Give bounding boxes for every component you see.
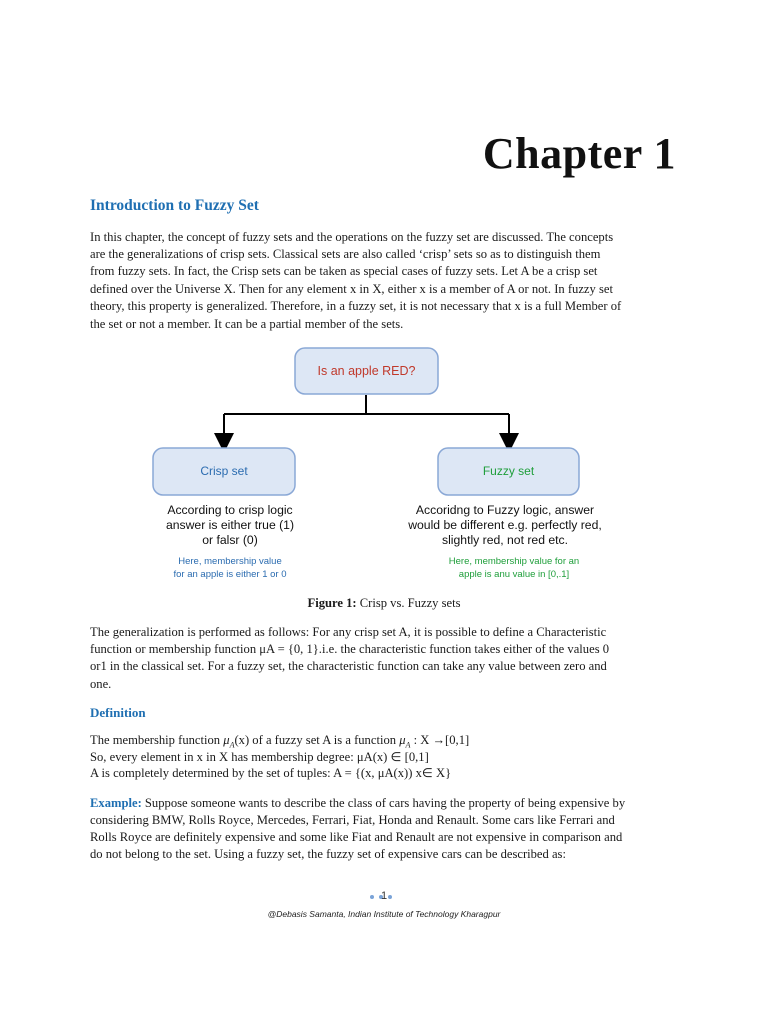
text-line: defined over the Universe X. Then for any element x in X, either x is a member of A or not. In fuzzy set — [90, 282, 613, 296]
text-line: In this chapter, the concept of fuzzy sets and the operations on the fuzzy set are discussed. The concepts — [90, 230, 614, 244]
fuzzy-description-line: would be different e.g. perfectly red, — [408, 518, 602, 532]
definition-line-1: The membership function $\mu_A(x)$ of a fuzzy set A is a function $\mu_A$ : X →[0,1] — [90, 733, 470, 750]
footer-credit: @Debasis Samanta, Indian Institute of Technology Kharagpur — [267, 909, 501, 919]
figure-caption-text: Crisp vs. Fuzzy sets — [356, 596, 461, 610]
crisp-set-label: Crisp set — [200, 464, 248, 478]
fuzzy-note-line: apple is anu value in [0,.1] — [458, 569, 570, 580]
example-label: Example: — [90, 796, 142, 810]
figure-caption — [0, 596, 768, 611]
chapter-title: Chapter 1 — [482, 129, 676, 178]
text-line: Example: Suppose someone wants to describe the class of cars having the property of being expensive by — [90, 796, 626, 810]
crisp-note-line: for an apple is either 1 or 0 — [173, 569, 287, 580]
fuzzy-description-line: Accoridng to Fuzzy logic, answer — [415, 503, 595, 517]
fuzzy-set-label: Fuzzy set — [482, 464, 535, 478]
crisp-description-line: According to crisp logic — [167, 503, 293, 517]
text-line: Rolls Royce are definitely expensive and some like Fiat and Renault are not expensive in comparison and — [90, 830, 623, 844]
text-line: or1 in the classical set. For a fuzzy set, the characteristic function can take any value between zero and — [90, 659, 607, 673]
fuzzy-description-line: slightly red, not red etc. — [442, 533, 568, 547]
text-line: are the generalizations of crisp sets. Classical sets are also called ‘crisp’ sets so as to distinguish them — [90, 247, 601, 261]
text-line: theory, this property is generalized. Therefore, in a fuzzy set, it is not necessary that x is a full Member of — [90, 299, 622, 313]
page-number: 1 — [380, 890, 388, 902]
crisp-vs-fuzzy-diagram — [0, 340, 768, 590]
section-heading-intro: Introduction to Fuzzy Set — [90, 197, 259, 214]
definition-line-2: So, every element in x in X has membership degree: μA(x) ∈ [0,1] — [90, 750, 429, 764]
text-line: The generalization is performed as follows: For any crisp set A, it is possible to define a Characteristic — [90, 625, 607, 639]
crisp-description-line: or falsr (0) — [202, 533, 258, 547]
crisp-description-line: answer is either true (1) — [165, 518, 295, 532]
text-line: one. — [90, 677, 112, 691]
section-heading-definition: Definition — [90, 705, 146, 720]
figure-caption-label: Figure 1: — [307, 596, 357, 610]
fuzzy-note-line: Here, membership value for an — [448, 556, 580, 567]
definition-line-3: A is completely determined by the set of tuples: A = {(x, μA(x)) x∈ X} — [90, 766, 452, 780]
text-line: the set or not a member. It can be a partial member of the sets. — [90, 317, 404, 331]
crisp-note-line: Here, membership value — [178, 556, 282, 567]
text-line: do not belong to the set. Using a fuzzy set, the fuzzy set of expensive cars can be described as: — [90, 847, 566, 861]
text-line: function or membership function μA = {0, 1}.i.e. the characteristic function takes either of the values 0 — [90, 642, 610, 656]
question-label: Is an apple RED? — [317, 364, 416, 378]
text-line: considering BMW, Rolls Royce, Mercedes, Ferrari, Fiat, Honda and Renault. Some cars like Ferrari and — [90, 813, 615, 827]
text-line: from fuzzy sets. In fact, the Crisp sets can be taken as special cases of fuzzy sets. Let A be a crisp set — [90, 264, 598, 278]
